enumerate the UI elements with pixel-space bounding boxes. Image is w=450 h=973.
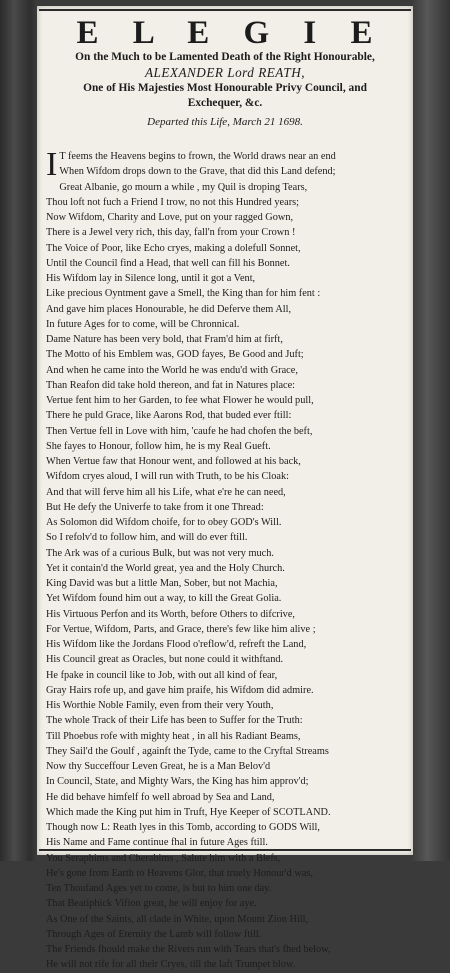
poem-line: The Motto of his Emblem was, GOD fayes, Be Good and Juft; bbox=[46, 349, 304, 361]
poem-line: The Voice of Poor, like Echo cryes, making a dolefull Sonnet, bbox=[46, 242, 301, 254]
poem-line: When Vertue faw that Honour went, and followed at his back, bbox=[46, 456, 301, 467]
poem-line: In future Ages for to come, will be Chronnical. bbox=[46, 318, 240, 330]
broadside-title: E L E G I E bbox=[76, 15, 386, 51]
poem-line: T feems the Heavens begins to frown, the World draws near an end bbox=[59, 151, 336, 162]
poem-line: Like precious Oyntment gave a Smell, the King than for him fent : bbox=[46, 288, 321, 300]
poem-line: Than Reafon did take hold thereon, and fat in Natures place: bbox=[46, 379, 296, 391]
scan-right-edge bbox=[412, 0, 450, 861]
poem-line: His Council great as Oracles, but none could it withftand. bbox=[46, 654, 284, 666]
poem-line: As Solomon did Wifdom choife, for to obey GOD's Will. bbox=[46, 517, 282, 528]
poem-line: And that will ferve him all his Life, what e're he can need, bbox=[46, 486, 286, 498]
subtitle: On the Much to be Lamented Death of the Right Honourable, bbox=[75, 51, 375, 63]
poem-line: Now Wifdom, Charity and Love, put on your ragged Gown, bbox=[46, 212, 294, 223]
top-border-rule bbox=[39, 9, 411, 11]
poem-line: Yet it contain'd the World great, yea and the Holy Church. bbox=[46, 562, 285, 574]
poem-line: Thou loft not fuch a Friend I trow, no not this Hundred years; bbox=[46, 196, 299, 208]
poem-line: The Ark was of a curious Bulk, but was not very much. bbox=[46, 547, 274, 559]
poem-line: When Wifdom drops down to the Grave, that did this Land defend; bbox=[59, 166, 336, 178]
poem-line: King David was but a little Man, Sober, but not Machia, bbox=[46, 578, 278, 589]
poem-line: But He defy the Univerfe to take from it one Thread: bbox=[46, 501, 264, 513]
poem-line: The Friends fhould make the Rivers run with Tears that's fhed below, bbox=[46, 944, 331, 955]
poem-line: Ten Thoufand Ages yet to come, is but to him one day. bbox=[46, 883, 272, 894]
drop-cap: I bbox=[46, 146, 58, 183]
poem-line: Great Albanie, go mourn a while , my Quil is droping Tears, bbox=[59, 181, 308, 193]
poem-line: His Wifdom lay in Silence long, until it got a Vent, bbox=[46, 273, 256, 284]
poem-line: Now thy Succeffour Leven Great, he is a Man Belov'd bbox=[46, 761, 271, 772]
poem-line: Wifdom cryes aloud, I will run with Truth, to be his Cloak: bbox=[46, 471, 289, 483]
departed-date: Departed this Life, March 21 1698. bbox=[147, 116, 303, 128]
poem-line: Vertue fent him to her Garden, to fee what Flower he would pull, bbox=[46, 395, 314, 406]
poem-line: You Seraphims and Cherabims , Salute him with a Blefs, bbox=[46, 852, 281, 864]
poem-line: Till Phoebus rofe with mighty heat , in all his Radiant Beams, bbox=[46, 730, 301, 742]
poem-line: The whole Track of their Life has been to Suffer for the Truth: bbox=[46, 715, 303, 727]
poem-line: Yet Wifdom found him out a way, to kill the Great Golia. bbox=[46, 593, 282, 605]
poem-line: His Worthie Noble Family, even from their very Youth, bbox=[46, 700, 274, 711]
bottom-border-rule bbox=[39, 849, 411, 851]
poem-line: As One of the Saints, all clade in White, upon Mount Zion Hill, bbox=[46, 913, 309, 925]
poem-line: And gave him places Honourable, he did Deferve them All, bbox=[46, 303, 292, 315]
poem-line: He will not rife for all their Cryes, till the laft Trumpet blow. bbox=[46, 959, 296, 971]
poem-line: There he puld Grace, like Aarons Rod, that buded ever ftill: bbox=[46, 410, 292, 422]
poem-line: In Council, State, and Mighty Wars, the King has him approv'd; bbox=[46, 776, 309, 788]
poem-line: His Wifdom like the Jordans Flood o'reflow'd, refreft the Land, bbox=[46, 639, 307, 650]
poem-line: His Name and Fame continue fhal in future Ages ftill. bbox=[46, 837, 268, 849]
broadside-header bbox=[37, 16, 413, 129]
poem-line: That Beatiphick Vifion great, he will enjoy for aye. bbox=[46, 898, 257, 910]
poem-line: He's gone from Earth to Heavens Glor, that truely Honour'd was, bbox=[46, 867, 313, 879]
poem-line: Through Ages of Eternity the Lamb will follow ftill. bbox=[46, 928, 262, 940]
poem-line: They Sail'd the Goulf , againft the Tyde, came to the Cryftal Streams bbox=[46, 745, 329, 757]
poem-line: He fpake in council like to Job, with out all kind of fear, bbox=[46, 669, 278, 681]
office-line-2: Exchequer, &c. bbox=[187, 97, 263, 109]
poem-line: Which made the King put him in Truft, Hye Keeper of SCOTLAND. bbox=[46, 806, 331, 818]
poem-line: Gray Hairs rofe up, and gave him praife, his Wifdom did admire. bbox=[46, 684, 314, 696]
poem-line: And when he came into the World he was endu'd with Grace, bbox=[46, 364, 298, 376]
poem-line: So I refolv'd to follow him, and will do ever ftill. bbox=[46, 532, 248, 544]
poem-line: There is a Jewel very rich, this day, fall'n from your Crown ! bbox=[46, 227, 296, 239]
deceased-name: ALEXANDER Lord REATH, bbox=[144, 65, 306, 80]
broadside-sheet bbox=[37, 6, 413, 971]
poem-line: She fayes to Honour, follow him, he is my Real Gueft. bbox=[46, 440, 271, 452]
poem-line: Until the Council find a Head, that well can fill his Bonnet. bbox=[46, 257, 290, 269]
poem-line: Though now L: Reath lyes in this Tomb, according to GODS Will, bbox=[46, 822, 320, 833]
poem-line: He did behave himfelf fo well abroad by Sea and Land, bbox=[46, 791, 275, 803]
office-line-1: One of His Majesties Most Honourable Privy Council, and bbox=[83, 82, 367, 94]
poem-line: Then Vertue fell in Love with him, 'caufe he had chofen the beft, bbox=[46, 425, 313, 437]
poem-line: For Vertue, Wifdom, Parts, and Grace, there's few like him alive ; bbox=[46, 623, 316, 635]
poem-line: His Virtuous Perfon and its Worth, before Others to difcrive, bbox=[46, 608, 295, 620]
poem-line: Dame Nature has been very bold, that Fram'd him at firft, bbox=[46, 334, 283, 345]
